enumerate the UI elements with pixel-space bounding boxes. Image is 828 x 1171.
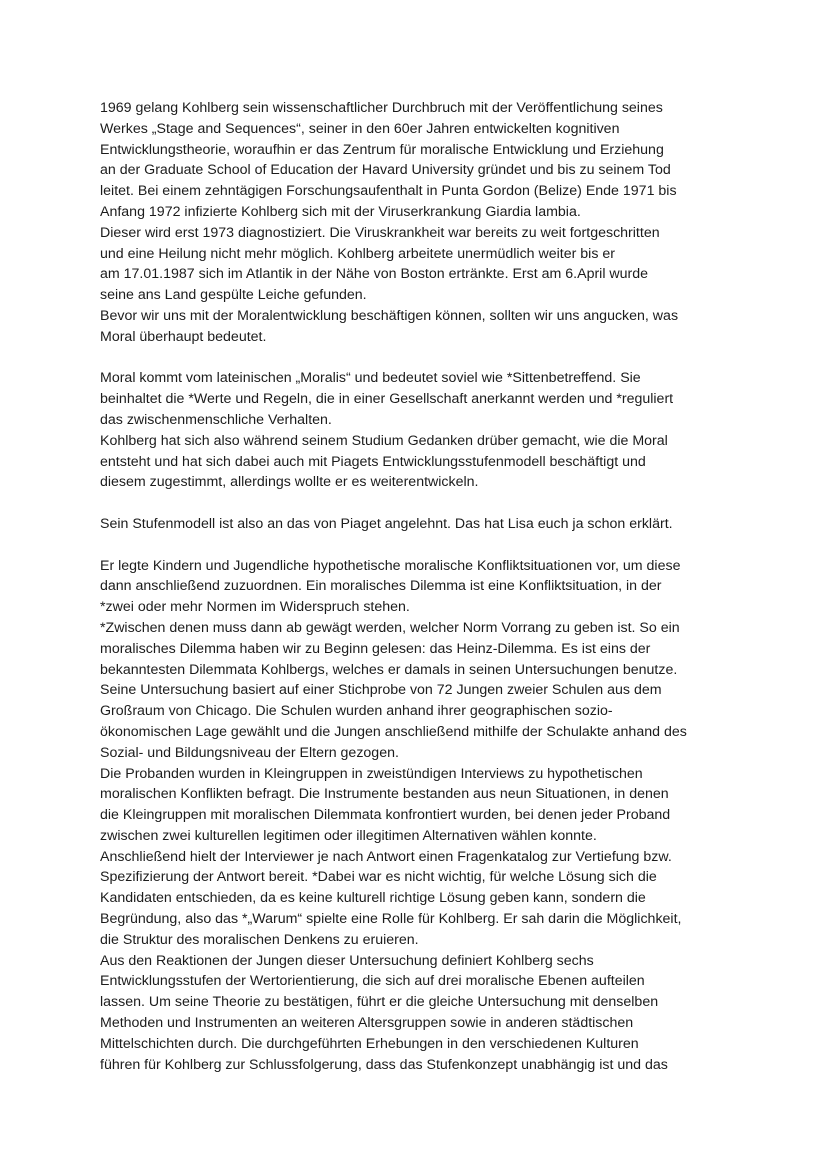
text-line: Anschließend hielt der Interviewer je nach Antwort einen Fragenkatalog zur Vertiefung bzw.: [100, 848, 672, 865]
text-line: Sozial- und Bildungsniveau der Eltern gezogen.: [100, 744, 399, 761]
text-line: 1969 gelang Kohlberg sein wissenschaftlicher Durchbruch mit der Veröffentlichung seines: [100, 100, 663, 116]
text-line: an der Graduate School of Education der Havard University gründet und bis zu seinem Tod: [100, 162, 671, 179]
text-line: moralisches Dilemma haben wir zu Beginn gelesen: das Heinz-Dilemma. Es ist eins der: [100, 640, 651, 657]
text-line: zwischen zwei kulturellen legitimen oder illegitimen Alternativen wählen konnte.: [100, 827, 597, 844]
text-line: Sein Stufenmodell ist also an das von Piaget angelehnt. Das hat Lisa euch ja schon erklärt.: [100, 515, 673, 532]
text-line: Werkes „Stage and Sequences“, seiner in den 60er Jahren entwickelten kognitiven: [100, 120, 620, 137]
text-line: das zwischenmenschliche Verhalten.: [100, 411, 332, 428]
body-text: [100, 98, 750, 1075]
text-line: bekanntesten Dilemmata Kohlbergs, welches er damals in seinen Untersuchungen benutze.: [100, 661, 678, 678]
text-line: führen für Kohlberg zur Schlussfolgerung, dass das Stufenkonzept unabhängig ist und das: [100, 1056, 668, 1073]
text-line: *zwei oder mehr Normen im Widerspruch stehen.: [100, 599, 410, 616]
text-line: Seine Untersuchung basiert auf einer Stichprobe von 72 Jungen zweier Schulen aus dem: [100, 682, 662, 699]
text-line: moralischen Konflikten befragt. Die Instrumente bestanden aus neun Situationen, in denen: [100, 786, 669, 803]
text-line: Begründung, also das *„Warum“ spielte eine Rolle für Kohlberg. Er sah darin die Möglichkeit,: [100, 911, 682, 928]
text-line: diesem zugestimmt, allerdings wollte er es weiterentwickeln.: [100, 474, 479, 491]
text-line: dann anschließend zuzuordnen. Ein moralisches Dilemma ist eine Konfliktsituation, in der: [100, 578, 662, 595]
text-line: Methoden und Instrumenten an weiteren Altersgruppen sowie in anderen städtischen: [100, 1015, 634, 1032]
text-line: Entwicklungsstufen der Wertorientierung, die sich auf drei moralische Ebenen aufteilen: [100, 973, 645, 990]
text-line: Bevor wir uns mit der Moralentwicklung beschäftigen können, sollten wir uns angucken, was: [100, 307, 679, 324]
text-line: ökonomischen Lage gewählt und die Jungen anschließend mithilfe der Schulakte anhand des: [100, 723, 687, 740]
text-line: Spezifizierung der Antwort bereit. *Dabei war es nicht wichtig, für welche Lösung sich die: [100, 869, 657, 886]
text-line: lassen. Um seine Theorie zu bestätigen, führt er die gleiche Untersuchung mit denselben: [100, 994, 659, 1011]
text-line: Anfang 1972 infizierte Kohlberg sich mit der Viruserkrankung Giardia lambia.: [100, 203, 581, 220]
text-line: und eine Heilung nicht mehr möglich. Kohlberg arbeitete unermüdlich weiter bis er: [100, 245, 615, 262]
text-line: leitet. Bei einem zehntägigen Forschungsaufenthalt in Punta Gordon (Belize) Ende 1971 bis: [100, 183, 677, 200]
text-line: entsteht und hat sich dabei auch mit Piagets Entwicklungsstufenmodell beschäftigt und: [100, 453, 646, 470]
text-line: Entwicklungstheorie, woraufhin er das Zentrum für moralische Entwicklung und Erziehung: [100, 141, 664, 158]
paragraph-gap: [100, 348, 750, 369]
text-line: die Kleingruppen mit moralischen Dilemmata konfrontiert wurden, bei denen jeder Proband: [100, 807, 671, 824]
paragraph-gap: [100, 535, 750, 556]
text-line: am 17.01.1987 sich im Atlantik in der Nähe von Boston ertränkte. Erst am 6.April wurde: [100, 266, 649, 283]
text-line: Moral kommt vom lateinischen „Moralis“ und bedeutet soviel wie *Sittenbetreffend. Sie: [100, 370, 641, 387]
text-line: die Struktur des moralischen Denkens zu eruieren.: [100, 931, 419, 948]
text-line: Mittelschichten durch. Die durchgeführten Erhebungen in den verschiedenen Kulturen: [100, 1035, 639, 1052]
text-line: Er legte Kindern und Jugendliche hypothetische moralische Konfliktsituationen vor, um diese: [100, 557, 681, 574]
text-line: beinhaltet die *Werte und Regeln, die in einer Gesellschaft anerkannt werden und *reguliert: [100, 391, 674, 408]
paragraph-gap: [100, 493, 750, 514]
text-line: *Zwischen denen muss dann ab gewägt werden, welcher Norm Vorrang zu geben ist. So ein: [100, 619, 680, 636]
text-line: Kohlberg hat sich also während seinem Studium Gedanken drüber gemacht, wie die Moral: [100, 432, 668, 449]
text-line: Die Probanden wurden in Kleingruppen in zweistündigen Interviews zu hypothetischen: [100, 765, 643, 782]
text-line: Großraum von Chicago. Die Schulen wurden anhand ihrer geographischen sozio-: [100, 703, 613, 720]
text-line: Kandidaten entschieden, da es keine kulturell richtige Lösung geben kann, sondern die: [100, 890, 646, 907]
text-line: Dieser wird erst 1973 diagnostiziert. Die Viruskrankheit war bereits zu weit fortgeschritten: [100, 224, 660, 241]
text-line: seine ans Land gespülte Leiche gefunden.: [100, 287, 367, 304]
text-line: Moral überhaupt bedeutet.: [100, 328, 267, 345]
text-line: Aus den Reaktionen der Jungen dieser Untersuchung definiert Kohlberg sechs: [100, 952, 594, 969]
